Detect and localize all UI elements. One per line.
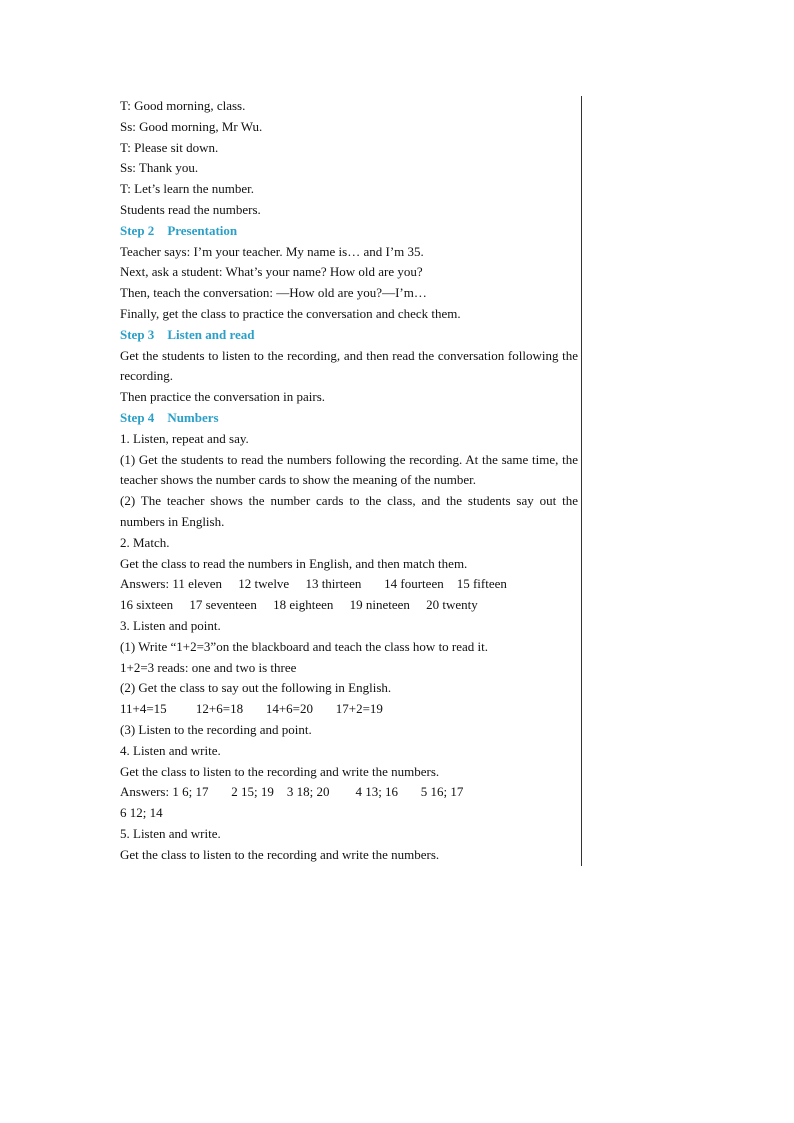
text-line: 1+2=3 reads: one and two is three bbox=[120, 659, 297, 675]
document-body bbox=[120, 96, 578, 865]
text-line: (3) Listen to the recording and point. bbox=[120, 721, 312, 737]
paragraph: (1) Get the students to read the numbers following the recording. At the same time, the teacher shows the number cards to show the meaning of the number. bbox=[120, 451, 578, 488]
step-number: Step 4 bbox=[120, 409, 155, 425]
text-line: Teacher says: I’m your teacher. My name is… and I’m 35. bbox=[120, 243, 424, 259]
paragraph: Get the students to listen to the recording, and then read the conversation following the recording. bbox=[120, 347, 578, 384]
text-line: Then practice the conversation in pairs. bbox=[120, 389, 326, 405]
text-line: 1. Listen, repeat and say. bbox=[120, 430, 249, 446]
text-line: Then, teach the conversation: —How old are you?—I’m… bbox=[120, 285, 427, 301]
step-4-heading bbox=[120, 408, 578, 429]
text-line: Get the class to read the numbers in English, and then match them. bbox=[120, 555, 468, 571]
text-line: 5. Listen and write. bbox=[120, 825, 221, 841]
equations-line: 11+4=15 12+6=18 14+6=20 17+2=19 bbox=[120, 701, 383, 717]
text-line: 2. Match. bbox=[120, 534, 170, 550]
step-title: Numbers bbox=[167, 409, 219, 425]
text-line: Get the class to listen to the recording and write the numbers. bbox=[120, 846, 440, 862]
answers-line: 16 sixteen 17 seventeen 18 eighteen 19 nineteen 20 twenty bbox=[120, 597, 478, 613]
answers-line: Answers: 1 6; 17 2 15; 19 3 18; 20 4 13; 16 5 16; 17 bbox=[120, 784, 464, 800]
step-title: Listen and read bbox=[167, 326, 255, 342]
text-line: Next, ask a student: What’s your name? How old are you? bbox=[120, 264, 423, 280]
dialogue-line: T: Good morning, class. bbox=[120, 98, 246, 113]
step-3-heading bbox=[120, 325, 578, 346]
step-number: Step 3 bbox=[120, 326, 155, 342]
text-line: Get the class to listen to the recording and write the numbers. bbox=[120, 763, 440, 779]
dialogue-line: Ss: Thank you. bbox=[120, 160, 199, 176]
text-line: 4. Listen and write. bbox=[120, 742, 221, 758]
answers-line: 6 12; 14 bbox=[120, 805, 163, 821]
text-line: (2) Get the class to say out the following in English. bbox=[120, 680, 392, 696]
text-line: Finally, get the class to practice the conversation and check them. bbox=[120, 305, 461, 321]
paragraph: (2) The teacher shows the number cards to the class, and the students say out the numbers in English. bbox=[120, 493, 578, 529]
table-right-border bbox=[581, 96, 582, 866]
step-title: Presentation bbox=[167, 222, 238, 238]
text-line: 3. Listen and point. bbox=[120, 617, 221, 633]
answers-line: Answers: 11 eleven 12 twelve 13 thirteen 14 fourteen 15 fifteen bbox=[120, 576, 507, 592]
dialogue-line: T: Let’s learn the number. bbox=[120, 181, 255, 197]
step-2-heading bbox=[120, 221, 578, 242]
text-line: Students read the numbers. bbox=[120, 201, 261, 217]
dialogue-line: T: Please sit down. bbox=[120, 139, 219, 155]
dialogue-line: Ss: Good morning, Mr Wu. bbox=[120, 118, 263, 134]
text-line: (1) Write “1+2=3”on the blackboard and teach the class how to read it. bbox=[120, 638, 489, 654]
step-number: Step 2 bbox=[120, 222, 155, 238]
